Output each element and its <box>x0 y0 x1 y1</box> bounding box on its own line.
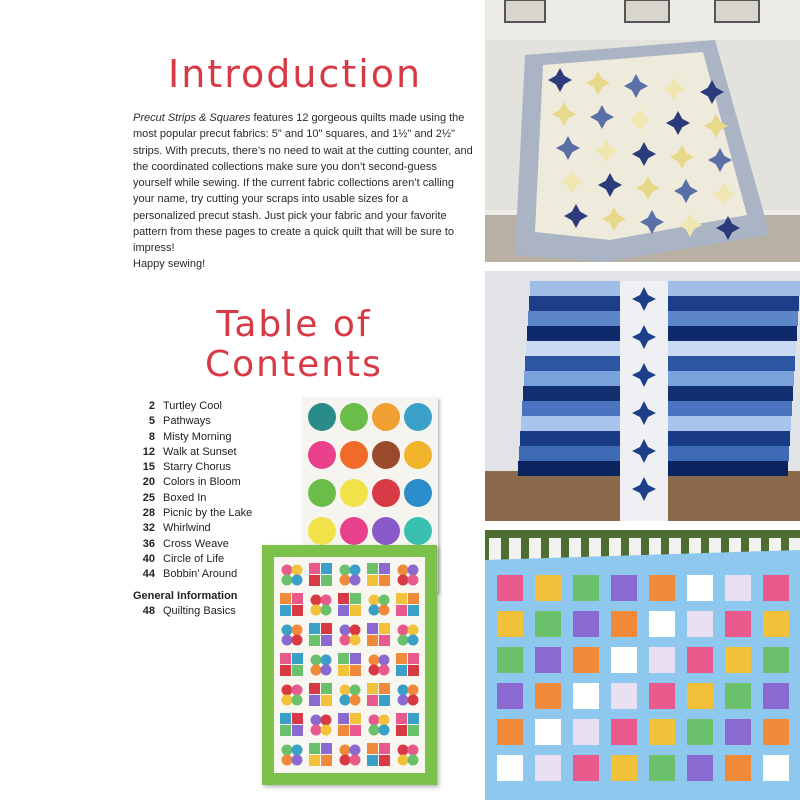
star-quilt-photo <box>485 0 800 262</box>
toc-page-number: 40 <box>142 552 155 565</box>
quilt-square <box>350 665 361 676</box>
quilt-square <box>408 605 419 616</box>
toc-page-number: 44 <box>142 568 155 581</box>
quilt-block <box>687 575 713 601</box>
quilt-petal <box>350 565 361 576</box>
quilt-block <box>687 647 713 673</box>
quilt-square <box>379 635 390 646</box>
quilt-circle <box>308 403 336 431</box>
quilt-square <box>338 605 349 616</box>
quilt-petal <box>292 695 303 706</box>
quilt-square <box>367 635 378 646</box>
toc-entry-title: Cross Weave <box>163 537 229 550</box>
toc-page-number: 2 <box>148 400 155 412</box>
intro-heading: Introduction <box>168 52 423 96</box>
quilt-petal <box>369 665 380 676</box>
toc-heading-line2: Contents <box>205 344 383 385</box>
quilt-circle <box>404 441 432 469</box>
toc-entry-title: Quilting Basics <box>163 604 236 617</box>
quilt-square <box>292 665 303 676</box>
quilt-square <box>280 725 291 736</box>
intro-signoff: Happy sewing! <box>133 258 206 270</box>
quilt-circle <box>308 517 336 545</box>
quilt-block <box>687 611 713 637</box>
quilt-square <box>309 575 320 586</box>
toc-entry[interactable] <box>133 491 283 506</box>
flowers-quilt-illustration <box>262 545 437 785</box>
quilt-petal <box>340 575 351 586</box>
quilt-petal <box>408 635 419 646</box>
quilt-petal <box>282 625 293 636</box>
quilt-square <box>367 563 378 574</box>
quilt-circle <box>404 479 432 507</box>
quilt-petal <box>350 745 361 756</box>
quilt-block <box>763 647 789 673</box>
toc-entry[interactable] <box>133 445 283 460</box>
quilt-block <box>649 755 675 781</box>
quilt-block <box>497 647 523 673</box>
quilt-square <box>321 683 332 694</box>
quilt-block <box>611 755 637 781</box>
quilt-block <box>611 611 637 637</box>
quilt-circle <box>340 479 368 507</box>
toc-page-number: 36 <box>142 537 155 550</box>
quilt-petal <box>282 755 293 766</box>
quilt-petal <box>340 685 351 696</box>
quilt-petal <box>369 715 380 726</box>
quilt-block <box>535 611 561 637</box>
intro-text: features 12 gorgeous quilts made using the most popular precut fabrics: 5" and 10" squares, and 1½" and 2½" strips. With precuts, there’s no need to wait at the cutting counter, and the coordinated collections make sure you don’t second-guess yourself while sewing. If the current fabric collections aren’t calling your name, try cutting your scraps into usable sizes for a personalized precut stash. Just pick your fabric and your favorite pattern from these pages to create a quick quilt that will be sure to impress! <box>133 112 473 255</box>
quilt-square <box>292 725 303 736</box>
toc-entry-title: Turtley Cool <box>163 400 222 412</box>
quilt-square <box>321 743 332 754</box>
quilt-petal <box>292 565 303 576</box>
quilt-square <box>367 683 378 694</box>
quilt-square <box>292 605 303 616</box>
quilt-petal <box>292 755 303 766</box>
quilt-square <box>350 725 361 736</box>
quilt-square <box>379 743 390 754</box>
intro-paragraph <box>133 110 473 257</box>
quilt-petal <box>292 685 303 696</box>
quilt-block <box>725 755 751 781</box>
toc-entry[interactable] <box>133 521 283 536</box>
toc-entry-title: Colors in Bloom <box>163 476 241 489</box>
quilt-block <box>649 647 675 673</box>
quilt-petal <box>379 605 390 616</box>
toc-entry[interactable] <box>133 430 283 445</box>
quilt-square <box>367 755 378 766</box>
quilt-circle <box>308 441 336 469</box>
quilt-petal <box>340 695 351 706</box>
quilt-block <box>497 683 523 709</box>
quilt-petal <box>408 565 419 576</box>
quilt-petal <box>340 565 351 576</box>
quilt-square <box>309 755 320 766</box>
quilt-petal <box>321 665 332 676</box>
quilt-square <box>408 713 419 724</box>
quilt-circle <box>372 441 400 469</box>
quilt-petal <box>350 685 361 696</box>
star-quilt-illustration <box>485 0 800 262</box>
toc-entry-title: Starry Chorus <box>163 461 231 474</box>
quilt-petal <box>398 565 409 576</box>
quilt-petal <box>369 595 380 606</box>
toc-page-number: 20 <box>142 476 155 489</box>
quilt-square <box>292 713 303 724</box>
quilt-square <box>280 593 291 604</box>
quilt-square <box>338 713 349 724</box>
quilt-circle <box>404 403 432 431</box>
toc-entry-title: Misty Morning <box>163 430 232 443</box>
quilt-block <box>611 719 637 745</box>
quilt-petal <box>408 625 419 636</box>
quilt-petal <box>321 605 332 616</box>
quilt-petal <box>282 695 293 706</box>
quilt-petal <box>398 635 409 646</box>
quilt-square <box>338 665 349 676</box>
quilt-circle <box>372 479 400 507</box>
quilt-petal <box>408 695 419 706</box>
toc-entry[interactable] <box>133 604 283 619</box>
quilt-petal <box>398 695 409 706</box>
quilt-petal <box>350 755 361 766</box>
quilt-square <box>280 605 291 616</box>
quilt-square <box>379 755 390 766</box>
quilt-block <box>573 611 599 637</box>
quilt-square <box>321 575 332 586</box>
quilt-square <box>280 713 291 724</box>
toc-entry-title: Picnic by the Lake <box>163 507 253 520</box>
toc-entry[interactable] <box>133 414 283 429</box>
strip-quilt-photo <box>485 271 800 521</box>
quilt-block <box>725 575 751 601</box>
quilt-block <box>611 647 637 673</box>
quilt-petal <box>350 635 361 646</box>
quilt-square <box>309 743 320 754</box>
toc-entry[interactable] <box>133 567 283 582</box>
quilt-block <box>763 683 789 709</box>
quilt-circle <box>372 517 400 545</box>
toc-page-number: 32 <box>142 522 155 535</box>
quilt-square <box>408 593 419 604</box>
toc-heading <box>205 305 383 385</box>
quilt-petal <box>311 605 322 616</box>
toc-page-number: 5 <box>148 415 155 428</box>
quilt-petal <box>398 575 409 586</box>
quilt-petal <box>379 655 390 666</box>
quilt-petal <box>282 565 293 576</box>
quilt-circle <box>340 441 368 469</box>
quilt-block <box>763 755 789 781</box>
quilt-square <box>396 605 407 616</box>
quilt-block <box>497 575 523 601</box>
quilt-petal <box>321 595 332 606</box>
quilt-square <box>321 635 332 646</box>
quilt-square <box>396 653 407 664</box>
quilt-petal <box>398 625 409 636</box>
toc-page-number: 15 <box>142 461 155 474</box>
quilt-square <box>350 605 361 616</box>
quilt-block <box>573 575 599 601</box>
quilt-square <box>280 653 291 664</box>
quilt-square <box>396 725 407 736</box>
quilt-petal <box>321 715 332 726</box>
quilt-petal <box>321 725 332 736</box>
toc-entry-title: Walk at Sunset <box>163 445 237 458</box>
quilt-square <box>396 593 407 604</box>
quilt-block <box>649 683 675 709</box>
quilt-square <box>367 743 378 754</box>
quilt-block <box>497 611 523 637</box>
toc-entry-title: Whirlwind <box>163 522 211 535</box>
quilt-square <box>321 563 332 574</box>
quilt-petal <box>350 575 361 586</box>
quilt-petal <box>369 605 380 616</box>
quilt-square <box>350 713 361 724</box>
quilt-block <box>687 755 713 781</box>
quilt-square <box>309 683 320 694</box>
quilt-petal <box>369 725 380 736</box>
quilt-petal <box>311 665 322 676</box>
quilt-square <box>321 755 332 766</box>
quilt-block <box>763 611 789 637</box>
quilt-block <box>535 683 561 709</box>
quilt-square <box>292 593 303 604</box>
quilt-square <box>367 623 378 634</box>
toc-entry[interactable] <box>133 475 283 490</box>
quilt-petal <box>350 625 361 636</box>
quilt-petal <box>311 725 322 736</box>
quilt-block <box>611 683 637 709</box>
toc-page-number: 28 <box>142 507 155 520</box>
quilt-petal <box>379 665 390 676</box>
strip-quilt-illustration <box>485 271 800 521</box>
quilt-block <box>535 575 561 601</box>
quilt-square <box>367 575 378 586</box>
quilt-square <box>408 653 419 664</box>
quilt-square <box>338 653 349 664</box>
quilt-circle <box>372 403 400 431</box>
quilt-petal <box>369 655 380 666</box>
quilt-petal <box>398 745 409 756</box>
toc-entry-title: Pathways <box>163 415 211 428</box>
toc-entry[interactable] <box>133 506 283 521</box>
toc-heading-line1: Table of <box>216 304 372 345</box>
quilt-petal <box>408 575 419 586</box>
quilt-petal <box>282 575 293 586</box>
toc-page-number: 12 <box>142 445 155 458</box>
quilt-petal <box>379 595 390 606</box>
quilt-petal <box>292 635 303 646</box>
quilt-square <box>309 563 320 574</box>
quilt-square <box>338 593 349 604</box>
toc-section-heading: General Information <box>133 589 238 602</box>
fence-quilt-photo <box>485 530 800 800</box>
quilt-square <box>309 635 320 646</box>
quilt-block <box>497 755 523 781</box>
quilt-petal <box>340 755 351 766</box>
quilt-petal <box>311 715 322 726</box>
quilt-square <box>367 695 378 706</box>
quilt-petal <box>340 635 351 646</box>
quilt-block <box>535 755 561 781</box>
quilt-square <box>396 713 407 724</box>
quilt-block <box>725 611 751 637</box>
quilt-petal <box>282 685 293 696</box>
quilt-petal <box>340 625 351 636</box>
quilt-petal <box>408 755 419 766</box>
quilt-block <box>535 647 561 673</box>
toc-page-number: 8 <box>148 430 155 443</box>
quilt-square <box>350 653 361 664</box>
quilt-circle <box>340 517 368 545</box>
quilt-square <box>379 623 390 634</box>
quilt-block <box>497 719 523 745</box>
quilt-petal <box>282 745 293 756</box>
quilt-petal <box>350 695 361 706</box>
quilt-block <box>649 575 675 601</box>
quilt-block <box>573 755 599 781</box>
quilt-square <box>321 623 332 634</box>
quilt-square <box>379 683 390 694</box>
quilt-petal <box>321 655 332 666</box>
quilt-petal <box>292 625 303 636</box>
quilt-block <box>763 719 789 745</box>
quilt-circle <box>340 403 368 431</box>
quilt-petal <box>408 685 419 696</box>
quilt-square <box>379 563 390 574</box>
toc-entry[interactable] <box>133 552 283 567</box>
quilt-block <box>573 719 599 745</box>
book-title: Precut Strips & Squares <box>133 112 251 124</box>
quilt-block <box>725 719 751 745</box>
quilt-square <box>309 695 320 706</box>
quilt-petal <box>311 655 322 666</box>
quilt-square <box>408 725 419 736</box>
quilt-square <box>408 665 419 676</box>
quilt-petal <box>398 755 409 766</box>
flowers-quilt-cover <box>262 545 437 785</box>
toc-page-number: 25 <box>142 491 155 504</box>
fence-quilt-illustration <box>485 530 800 800</box>
toc-entry-title: Circle of Life <box>163 552 225 565</box>
quilt-petal <box>311 595 322 606</box>
quilt-square <box>280 665 291 676</box>
quilt-square <box>379 695 390 706</box>
quilt-block <box>573 683 599 709</box>
quilt-circle <box>308 479 336 507</box>
quilt-block <box>649 719 675 745</box>
quilt-square <box>350 593 361 604</box>
quilt-block <box>725 683 751 709</box>
quilt-square <box>321 695 332 706</box>
quilt-block <box>763 575 789 601</box>
quilt-petal <box>282 635 293 646</box>
quilt-petal <box>379 725 390 736</box>
quilt-petal <box>292 575 303 586</box>
toc-entry-title: Boxed In <box>163 491 207 504</box>
toc-entry[interactable] <box>133 460 283 475</box>
table-of-contents <box>133 399 283 619</box>
toc-page-number: 48 <box>142 604 155 617</box>
quilt-petal <box>340 745 351 756</box>
quilt-petal <box>408 745 419 756</box>
quilt-petal <box>398 685 409 696</box>
quilt-block <box>573 647 599 673</box>
quilt-block <box>611 575 637 601</box>
toc-entry[interactable] <box>133 537 283 552</box>
quilt-block <box>725 647 751 673</box>
quilt-circle <box>404 517 432 545</box>
quilt-square <box>309 623 320 634</box>
quilt-block <box>687 683 713 709</box>
quilt-block <box>535 719 561 745</box>
quilt-block <box>649 611 675 637</box>
toc-entry[interactable] <box>133 399 283 414</box>
quilt-petal <box>292 745 303 756</box>
quilt-square <box>292 653 303 664</box>
quilt-petal <box>379 715 390 726</box>
toc-entry-title: Bobbin’ Around <box>163 568 238 581</box>
quilt-square <box>338 725 349 736</box>
quilt-square <box>379 575 390 586</box>
quilt-square <box>396 665 407 676</box>
quilt-block <box>687 719 713 745</box>
